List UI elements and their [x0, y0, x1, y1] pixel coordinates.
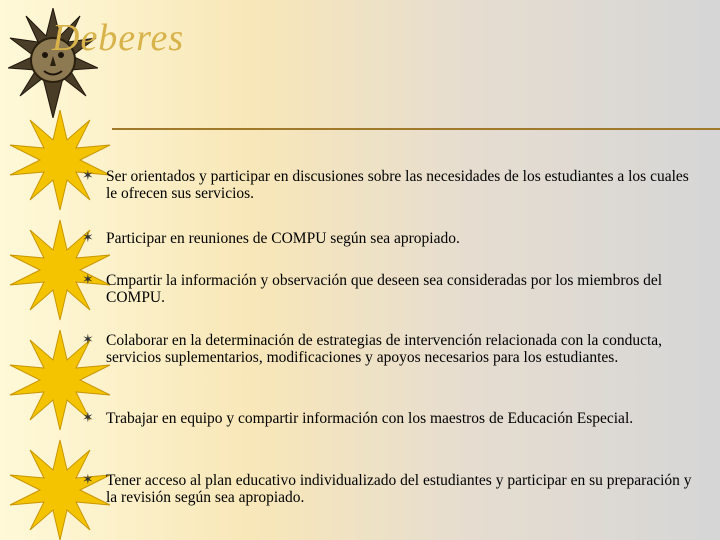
list-item: [82, 472, 697, 506]
slide-title: Deberes: [52, 17, 185, 59]
list-item-text: Participar en reuniones de COMPU según sea apropiado.: [106, 230, 460, 247]
list-item: [82, 230, 697, 247]
list-item: [82, 332, 697, 366]
list-item: [82, 168, 697, 202]
list-item-text: Cmpartir la información y observación que deseen sea consideradas por los miembros del COMPU.: [106, 272, 663, 306]
bullet-star-icon: ✶: [82, 473, 94, 488]
list-item-text: Tener acceso al plan educativo individualizado del estudiantes y participar en su preparación y la revisión según sea apropiado.: [106, 472, 692, 506]
bullet-star-icon: ✶: [82, 411, 94, 426]
list-item-text: Colaborar en la determinación de estrategias de intervención relacionada con la conducta, servicios suplementarios, modificaciones y apoyos necesarios para los estudiantes.: [106, 332, 663, 366]
bullet-star-icon: ✶: [82, 273, 94, 288]
bullet-star-icon: ✶: [82, 333, 94, 348]
list-item-text: Trabajar en equipo y compartir información con los maestros de Educación Especial.: [106, 410, 634, 427]
bullet-star-icon: ✶: [82, 231, 94, 246]
title-divider: [112, 128, 720, 130]
bullet-star-icon: ✶: [82, 169, 94, 184]
list-item-text: Ser orientados y participar en discusiones sobre las necesidades de los estudiantes a los cuales le ofrecen sus servicios.: [106, 168, 689, 202]
list-item: [82, 410, 697, 427]
list-item: [82, 272, 697, 306]
